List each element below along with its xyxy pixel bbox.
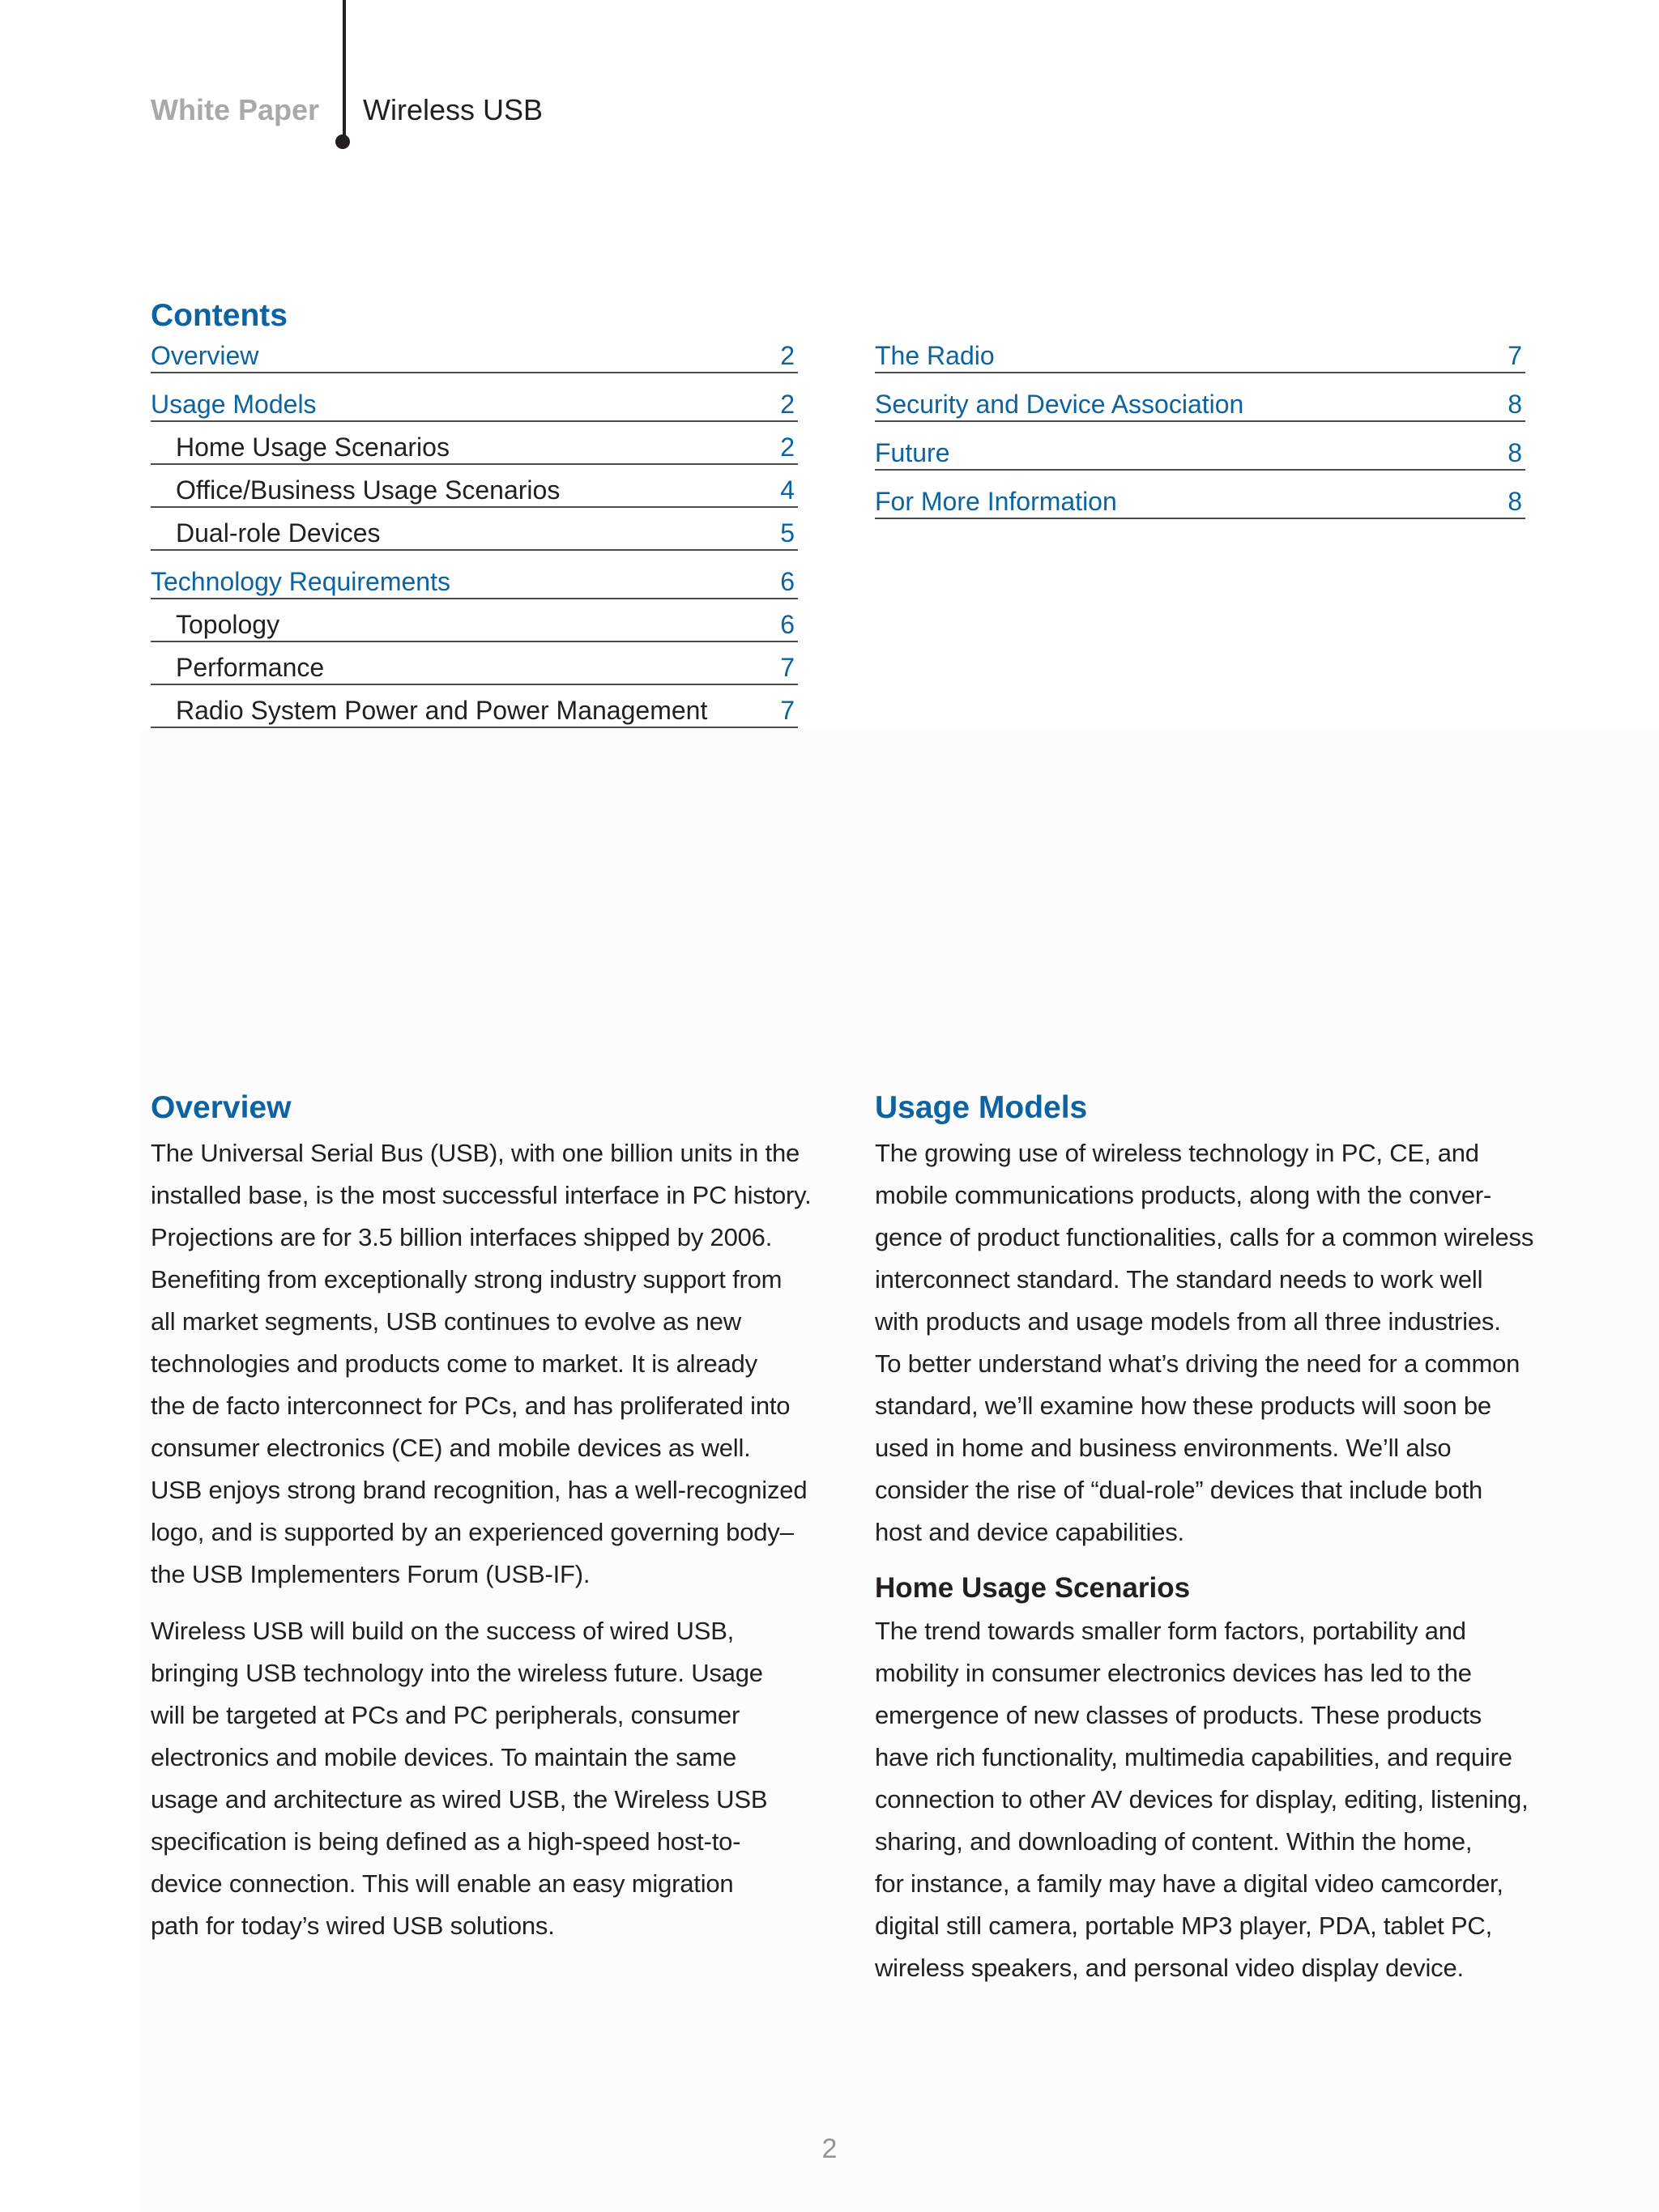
toc-entry-page: 8 [1508, 487, 1522, 516]
text-line: connection to other AV devices for display, editing, listening, [875, 1785, 1529, 1813]
text-line: emergence of new classes of products. These products [875, 1701, 1482, 1729]
text-line: consider the rise of “dual-role” devices that include both [875, 1476, 1483, 1504]
text-line: Projections are for 3.5 billion interfaces shipped by 2006. [151, 1223, 773, 1251]
toc-entry-page: 2 [780, 433, 795, 462]
toc-entry[interactable] [151, 685, 798, 728]
text-line: usage and architecture as wired USB, the Wireless USB [151, 1785, 768, 1813]
toc-entry-label: Technology Requirements [151, 567, 450, 596]
text-line: wireless speakers, and personal video display device. [875, 1954, 1464, 1982]
text-line: consumer electronics (CE) and mobile devices as well. [151, 1434, 751, 1462]
text-line: host and device capabilities. [875, 1518, 1184, 1546]
toc-entry-page: 8 [1508, 438, 1522, 467]
overview-heading: Overview [151, 1090, 292, 1125]
text-line: mobile communications products, along with the conver- [875, 1181, 1492, 1209]
home-usage-heading: Home Usage Scenarios [875, 1572, 1191, 1604]
text-line: digital still camera, portable MP3 player, PDA, tablet PC, [875, 1912, 1493, 1940]
toc-entry-label: Future [875, 438, 950, 467]
toc-entry-label: Dual-role Devices [176, 518, 381, 548]
toc-entry-label: Usage Models [151, 390, 317, 419]
header-title: Wireless USB [363, 93, 544, 126]
toc-entry[interactable] [151, 508, 798, 551]
toc-entry[interactable] [151, 551, 798, 599]
text-line: interconnect standard. The standard needs to work well [875, 1265, 1483, 1294]
header-divider-dot [335, 134, 350, 149]
text-line: The Universal Serial Bus (USB), with one billion units in the [151, 1139, 800, 1167]
toc-entry-page: 7 [780, 653, 795, 682]
text-line: will be targeted at PCs and PC peripherals, consumer [151, 1701, 740, 1729]
toc-entry-label: Security and Device Association [875, 390, 1244, 419]
toc-entry-label: For More Information [875, 487, 1117, 516]
text-line: have rich functionality, multimedia capabilities, and require [875, 1743, 1512, 1771]
home-usage-paragraph [875, 1610, 1529, 1989]
text-line: bringing USB technology into the wireless future. Usage [151, 1659, 763, 1687]
toc-entry[interactable] [875, 471, 1525, 519]
toc-entry-page: 2 [780, 390, 795, 419]
toc-entry-page: 7 [1508, 341, 1522, 370]
text-line: The growing use of wireless technology in PC, CE, and [875, 1139, 1479, 1167]
toc-right-column [875, 332, 1525, 519]
text-line: used in home and business environments. We’ll also [875, 1434, 1452, 1462]
text-line: device connection. This will enable an easy migration [151, 1869, 734, 1898]
text-line: standard, we’ll examine how these products will soon be [875, 1392, 1491, 1420]
text-line: installed base, is the most successful interface in PC history. [151, 1181, 812, 1209]
toc-left-column [151, 332, 798, 728]
toc-entry-page: 2 [780, 341, 795, 370]
toc-entry-label: Performance [176, 653, 325, 682]
toc-entry[interactable] [151, 332, 798, 373]
toc-entry-page: 6 [780, 610, 795, 639]
overview-paragraph-1 [151, 1132, 812, 1596]
toc-entry-label: Radio System Power and Power Management [176, 696, 708, 725]
toc-entry-label: Home Usage Scenarios [176, 433, 450, 462]
header-doc-type: White Paper [151, 93, 320, 126]
text-line: sharing, and downloading of content. Within the home, [875, 1827, 1473, 1856]
header-divider [343, 0, 346, 138]
toc-entry[interactable] [151, 599, 798, 642]
toc-entry-label: Topology [176, 610, 280, 639]
toc-entry-label: Overview [151, 341, 259, 370]
text-line: mobility in consumer electronics devices has led to the [875, 1659, 1472, 1687]
text-line: with products and usage models from all three industries. [875, 1307, 1501, 1336]
usage-models-heading: Usage Models [875, 1090, 1088, 1125]
text-line: To better understand what’s driving the need for a common [875, 1349, 1520, 1378]
text-line: the USB Implementers Forum (USB-IF). [151, 1560, 591, 1588]
toc-entry[interactable] [151, 465, 798, 508]
toc-entry[interactable] [875, 332, 1525, 373]
toc-entry[interactable] [875, 373, 1525, 422]
toc-entry[interactable] [151, 422, 798, 465]
usage-models-paragraph [875, 1132, 1533, 1554]
text-line: path for today’s wired USB solutions. [151, 1912, 555, 1940]
toc-entry-label: Office/Business Usage Scenarios [176, 475, 561, 505]
toc-entry[interactable] [875, 422, 1525, 471]
text-line: gence of product functionalities, calls for a common wireless [875, 1223, 1534, 1251]
toc-entry[interactable] [151, 642, 798, 685]
text-line: USB enjoys strong brand recognition, has a well-recognized [151, 1476, 808, 1504]
text-line: Wireless USB will build on the success of wired USB, [151, 1617, 735, 1645]
page-number: 2 [821, 2133, 838, 2164]
toc-entry[interactable] [151, 373, 798, 422]
text-line: electronics and mobile devices. To maintain the same [151, 1743, 737, 1771]
text-line: Benefiting from exceptionally strong industry support from [151, 1265, 783, 1294]
text-line: all market segments, USB continues to evolve as new [151, 1307, 741, 1336]
toc-entry-page: 4 [780, 475, 795, 505]
overview-paragraph-2 [151, 1610, 767, 1947]
text-line: technologies and products come to market. It is already [151, 1349, 757, 1378]
text-line: the de facto interconnect for PCs, and has proliferated into [151, 1392, 791, 1420]
toc-entry-label: The Radio [875, 341, 995, 370]
toc-entry-page: 6 [780, 567, 795, 596]
text-line: for instance, a family may have a digital video camcorder, [875, 1869, 1503, 1898]
toc-entry-page: 8 [1508, 390, 1522, 419]
text-line: The trend towards smaller form factors, portability and [875, 1617, 1466, 1645]
text-line: specification is being defined as a high-speed host-to- [151, 1827, 741, 1856]
contents-title: Contents [151, 298, 288, 333]
toc-entry-page: 5 [780, 518, 795, 548]
toc-entry-page: 7 [780, 696, 795, 725]
text-line: logo, and is supported by an experienced governing body– [151, 1518, 794, 1546]
